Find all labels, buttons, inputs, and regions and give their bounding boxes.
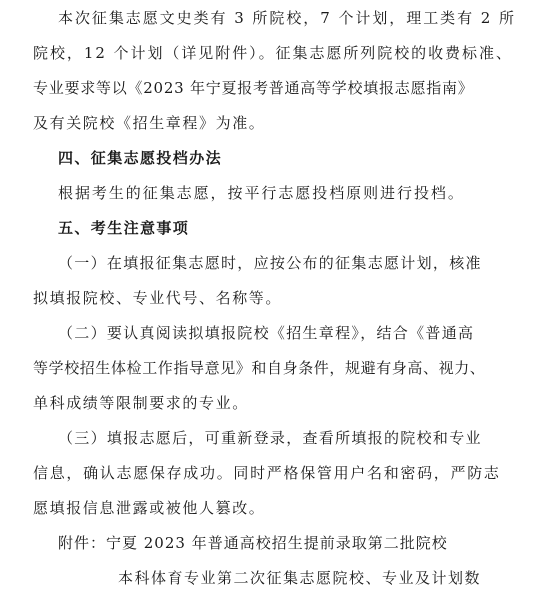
item-1-line-2: 拟填报院校、专业代号、名称等。 [33, 289, 283, 307]
item-2-line-1: （二）要认真阅读拟填报院校《招生章程》，结合《普通高 [58, 324, 475, 342]
item-2-line-2: 等学校招生体检工作指导意见》和自身条件，规避有身高、视力、 [33, 359, 486, 377]
paragraph-1-line-1: 本次征集志愿文史类有 3 所院校，7 个计划，理工类有 2 所 [58, 9, 516, 27]
item-1-line-1: （一）在填报征集志愿时，应按公布的征集志愿计划，核准 [58, 254, 482, 272]
paragraph-1-line-2: 院校，12 个计划（详见附件）。征集志愿所列院校的收费标准、 [33, 44, 513, 62]
item-3-line-2: 信息，确认志愿保存成功。同时严格保管用户名和密码，严防志 [33, 464, 501, 482]
attachment-line-2: 本科体育专业第二次征集志愿院校、专业及计划数 [118, 569, 482, 587]
item-3-line-3: 愿填报信息泄露或被他人篡改。 [33, 499, 266, 517]
paragraph-1-line-4: 及有关院校《招生章程》为准。 [33, 114, 266, 132]
item-2-line-3: 单科成绩等限制要求的专业。 [33, 394, 249, 412]
attachment-line-1: 附件：宁夏 2023 年普通高校招生提前录取第二批院校 [58, 534, 448, 552]
section-5-heading: 五、考生注意事项 [58, 219, 190, 237]
section-4-body: 根据考生的征集志愿，按平行志愿投档原则进行投档。 [58, 184, 465, 202]
section-4-heading: 四、征集志愿投档办法 [58, 149, 223, 167]
paragraph-1-line-3: 专业要求等以《2023 年宁夏报考普通高等学校填报志愿指南》 [33, 79, 474, 97]
item-3-line-1: （三）填报志愿后，可重新登录，查看所填报的院校和专业 [58, 429, 482, 447]
